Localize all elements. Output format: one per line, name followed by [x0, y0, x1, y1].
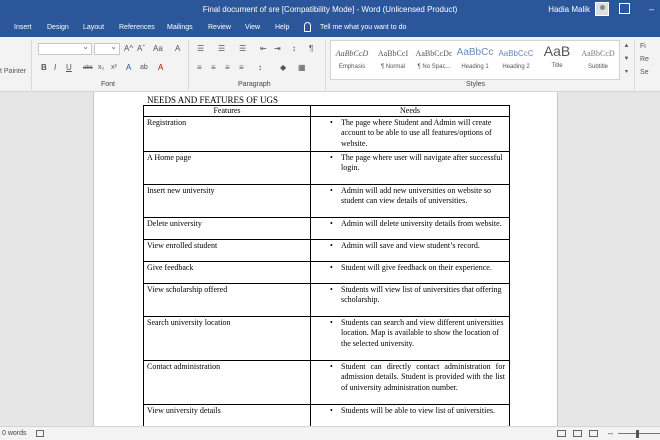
style-name: Title	[551, 63, 563, 69]
scroll-up-icon[interactable]: ▲	[623, 43, 630, 49]
feature-cell: Delete university	[144, 218, 311, 240]
web-layout-icon[interactable]	[589, 430, 598, 437]
feature-cell: A Home page	[144, 152, 311, 185]
table-row	[144, 284, 510, 317]
center-icon[interactable]: ≡	[211, 63, 216, 72]
format-painter-button[interactable]: t Painter	[0, 68, 27, 75]
table-row	[144, 152, 510, 185]
style-sample: AaBbCcD	[581, 49, 615, 58]
tab-view[interactable]: View	[245, 24, 261, 31]
tab-design[interactable]: Design	[47, 24, 69, 31]
style-name: ¶ No Spac...	[417, 64, 451, 70]
table-header-row	[144, 106, 510, 117]
style-heading-2[interactable]	[495, 41, 537, 79]
style-title[interactable]	[536, 41, 578, 79]
clear-formatting-icon[interactable]: A	[175, 44, 181, 53]
style-sample: AaBbCc	[456, 47, 494, 58]
font-group-label: Font	[101, 81, 116, 88]
window-title: Final document of sre [Compatibility Mode] - Word (Unlicensed Product)	[202, 5, 458, 14]
ribbon-tabs	[0, 19, 660, 37]
bullets-icon[interactable]: ☰	[197, 44, 205, 53]
style-sample: AaBbCcC	[498, 49, 534, 58]
tell-me-search[interactable]: Tell me what you want to do	[320, 24, 407, 31]
zoom-slider[interactable]	[618, 433, 660, 434]
ribbon-separator	[325, 40, 326, 90]
subscript-button[interactable]: x₂	[98, 64, 105, 71]
font-color-icon[interactable]: A	[158, 63, 164, 72]
feature-cell: Contact administration	[144, 361, 311, 405]
tab-review[interactable]: Review	[208, 24, 231, 31]
print-layout-icon[interactable]	[573, 430, 582, 437]
borders-icon[interactable]: ▦	[298, 63, 306, 72]
highlight-icon[interactable]: ab	[140, 64, 148, 71]
shrink-font-icon[interactable]: Aˇ	[137, 44, 145, 53]
table-row	[144, 317, 510, 361]
status-bar	[0, 426, 660, 440]
style-sample: AaBbCcI	[377, 49, 409, 58]
style-name: Emphasis	[338, 64, 366, 70]
replace-button[interactable]: Re	[640, 56, 649, 63]
avatar[interactable]	[595, 2, 609, 16]
tab-references[interactable]: References	[119, 24, 155, 31]
decrease-indent-icon[interactable]: ⇤	[260, 44, 267, 53]
styles-scroll	[622, 40, 631, 80]
feature-cell: View enrolled student	[144, 240, 311, 262]
document-heading: NEEDS AND FEATURES OF UGS	[147, 95, 279, 105]
style-name: Heading 2	[502, 64, 530, 70]
tab-help[interactable]: Help	[275, 24, 290, 31]
superscript-button[interactable]: x²	[111, 64, 117, 71]
need-cell: • Student will give feedback on their experience.	[311, 262, 510, 284]
proofing-icon[interactable]	[36, 430, 44, 437]
ribbon-separator	[188, 40, 189, 90]
style-name: Heading 1	[461, 64, 489, 70]
underline-button[interactable]: U	[66, 63, 72, 72]
shading-icon[interactable]: ◆	[280, 63, 287, 72]
column-header-features: Features	[144, 106, 311, 117]
ribbon	[0, 37, 660, 92]
feature-cell: Insert new university	[144, 185, 311, 218]
column-header-needs: Needs	[311, 106, 510, 117]
style-name: ¶ Normal	[380, 64, 406, 70]
need-cell: • The page where Student and Admin will create account to be able to use all features/options of website.	[311, 117, 510, 152]
need-cell: • Student can directly contact administration for admission details. Student is provided with the list of university administration number.	[311, 361, 510, 405]
strikethrough-button[interactable]: abc	[83, 65, 93, 71]
multilevel-list-icon[interactable]: ☰	[239, 44, 247, 53]
select-button[interactable]: Se	[640, 69, 649, 76]
styles-group-label: Styles	[466, 81, 486, 88]
style-sample: AaB	[543, 43, 571, 59]
read-mode-icon[interactable]	[557, 430, 566, 437]
need-cell: • Admin will add new universities on website so student can view details of universities.	[311, 185, 510, 218]
sort-icon[interactable]: ↕	[292, 44, 296, 53]
paragraph-group-label: Paragraph	[238, 81, 271, 88]
style-normal[interactable]	[372, 41, 414, 79]
justify-icon[interactable]: ≡	[239, 63, 244, 72]
numbering-icon[interactable]: ☰	[218, 44, 226, 53]
style-sample: AaBbCcDc	[415, 49, 453, 58]
table-row	[144, 117, 510, 152]
table-row	[144, 361, 510, 405]
tab-layout[interactable]: Layout	[83, 24, 105, 31]
style-name: Subtitle	[587, 64, 608, 70]
feature-cell: Registration	[144, 117, 311, 152]
scroll-down-icon[interactable]: ▼	[623, 56, 630, 62]
italic-button[interactable]: I	[54, 63, 57, 72]
need-cell: • Admin will save and view student’s record.	[311, 240, 510, 262]
tab-mailings[interactable]: Mailings	[167, 24, 193, 31]
bold-button[interactable]: B	[41, 63, 47, 72]
table-row	[144, 240, 510, 262]
title-bar	[0, 0, 660, 19]
need-cell: • Admin will delete university details from website.	[311, 218, 510, 240]
ribbon-display-options-icon[interactable]	[619, 3, 630, 14]
find-button[interactable]: Fi	[640, 43, 646, 50]
style-no-spacing[interactable]	[413, 41, 455, 79]
zoom-out-button[interactable]: –	[608, 428, 614, 438]
feature-cell: View university details	[144, 405, 311, 427]
show-marks-icon[interactable]: ¶	[309, 44, 314, 53]
table-row	[144, 218, 510, 240]
document-page[interactable]	[93, 92, 558, 426]
zoom-slider-thumb[interactable]	[636, 430, 639, 438]
increase-indent-icon[interactable]: ⇥	[274, 44, 281, 53]
table-row	[144, 185, 510, 218]
feature-cell: View scholarship offered	[144, 284, 311, 317]
ribbon-separator	[634, 40, 635, 90]
tab-insert[interactable]: Insert	[14, 24, 32, 31]
align-right-icon[interactable]: ≡	[225, 63, 230, 72]
word-count[interactable]: 0 words	[2, 430, 27, 437]
align-left-icon[interactable]: ≡	[197, 63, 202, 72]
feature-cell: Give feedback	[144, 262, 311, 284]
need-cell: • Students will be able to view list of universities.	[311, 405, 510, 427]
need-cell: • The page where user will navigate after successful login.	[311, 152, 510, 185]
table-row	[144, 262, 510, 284]
style-sample: AaBbCcD	[335, 49, 369, 58]
table-row	[144, 405, 510, 427]
minimize-button[interactable]: –	[648, 4, 654, 14]
more-styles-icon[interactable]: ▾	[624, 69, 628, 75]
features-table	[143, 105, 510, 426]
feature-cell: Search university location	[144, 317, 311, 361]
ribbon-separator	[31, 40, 32, 90]
need-cell: • Students can search and view different universities location. Map is available to show the location of the selected university.	[311, 317, 510, 361]
style-emphasis[interactable]	[331, 41, 373, 79]
style-subtitle[interactable]	[577, 41, 619, 79]
font-name-combo[interactable]	[38, 43, 92, 55]
lightbulb-icon	[304, 22, 311, 32]
styles-gallery	[330, 40, 620, 80]
need-cell: • Students will view list of universities that offering scholarship.	[311, 284, 510, 317]
style-heading-1[interactable]	[454, 41, 496, 79]
change-case-icon[interactable]: Aa	[153, 44, 163, 53]
grow-font-icon[interactable]: A^	[124, 44, 134, 53]
font-size-combo[interactable]	[94, 43, 120, 55]
user-name[interactable]: Hadia Malik	[548, 5, 590, 14]
text-effects-icon[interactable]: A	[126, 63, 132, 72]
line-spacing-icon[interactable]: ↕	[258, 63, 262, 72]
document-area	[0, 92, 660, 426]
